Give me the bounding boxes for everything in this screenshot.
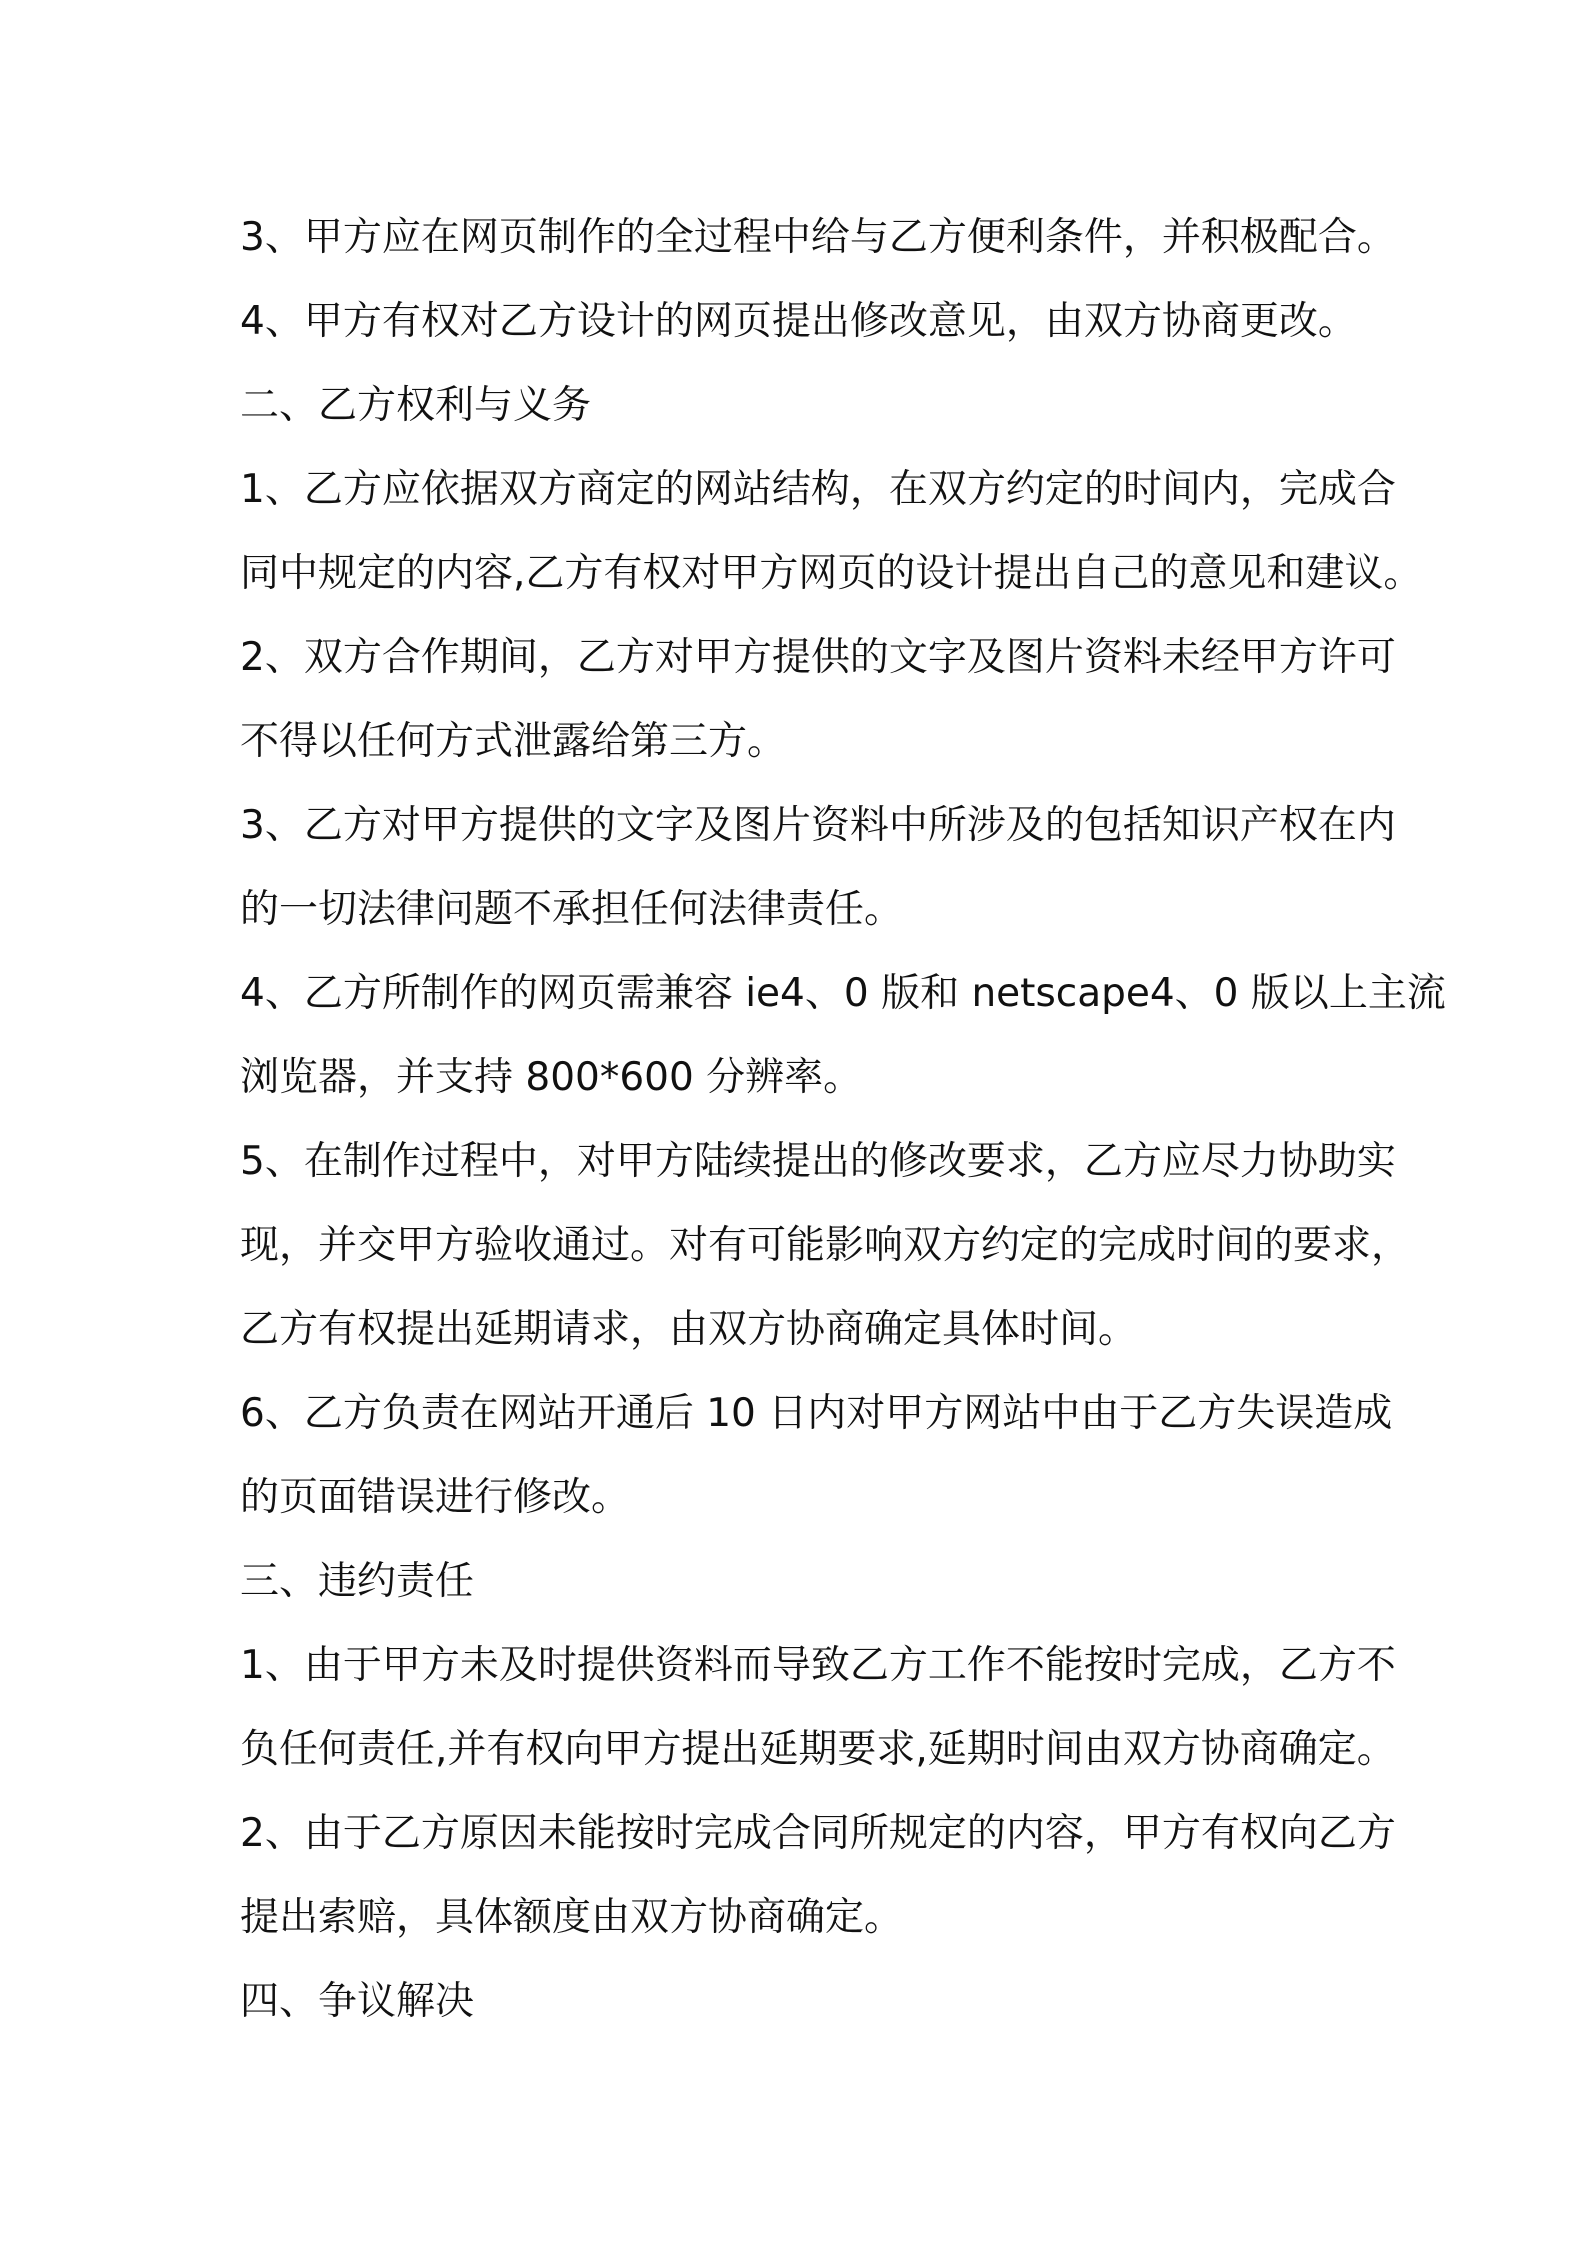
clause-b2-line-1: 2、双方合作期间，乙方对甲方提供的文字及图片资料未经甲方许可 [240, 635, 1396, 680]
clause-b5-line-2: 现，并交甲方验收通过。对有可能影响双方约定的完成时间的要求， [240, 1223, 1411, 1268]
clause-b2-line-2: 不得以任何方式泄露给第三方。 [240, 719, 787, 764]
document-body [240, 196, 1446, 2044]
clause-c2-line-2: 提出索赔，具体额度由双方协商确定。 [240, 1895, 904, 1940]
section-heading-breach: 三、违约责任 [240, 1559, 475, 1604]
clause-c2-line-1: 2、由于乙方原因未能按时完成合同所规定的内容，甲方有权向乙方 [240, 1811, 1396, 1856]
section-heading-dispute: 四、争议解决 [240, 1979, 475, 2024]
clause-b6-line-2: 的页面错误进行修改。 [240, 1475, 631, 1520]
clause-b5-line-3: 乙方有权提出延期请求，由双方协商确定具体时间。 [240, 1307, 1138, 1352]
clause-b4-line-2: 浏览器，并支持 800*600 分辨率。 [240, 1055, 863, 1100]
clause-a3-line: 3、甲方应在网页制作的全过程中给与乙方便利条件，并积极配合。 [240, 215, 1396, 260]
clause-b3-line-2: 的一切法律问题不承担任何法律责任。 [240, 887, 904, 932]
clause-c1-line-2: 负任何责任,并有权向甲方提出延期要求,延期时间由双方协商确定。 [240, 1727, 1396, 1772]
section-heading-party-b: 二、乙方权利与义务 [240, 383, 592, 428]
clause-b1-line-2: 同中规定的内容,乙方有权对甲方网页的设计提出自己的意见和建议。 [240, 551, 1423, 596]
clause-a4-line: 4、甲方有权对乙方设计的网页提出修改意见，由双方协商更改。 [240, 299, 1357, 344]
clause-b6-line-1: 6、乙方负责在网站开通后 10 日内对甲方网站中由于乙方失误造成 [240, 1391, 1393, 1436]
clause-b4-line-1: 4、乙方所制作的网页需兼容 ie4、0 版和 netscape4、0 版以上主流 [240, 971, 1446, 1016]
clause-c1-line-1: 1、由于甲方未及时提供资料而导致乙方工作不能按时完成，乙方不 [240, 1643, 1396, 1688]
clause-b3-line-1: 3、乙方对甲方提供的文字及图片资料中所涉及的包括知识产权在内 [240, 803, 1396, 848]
clause-b1-line-1: 1、乙方应依据双方商定的网站结构，在双方约定的时间内，完成合 [240, 467, 1396, 512]
clause-b5-line-1: 5、在制作过程中，对甲方陆续提出的修改要求，乙方应尽力协助实 [240, 1139, 1396, 1184]
